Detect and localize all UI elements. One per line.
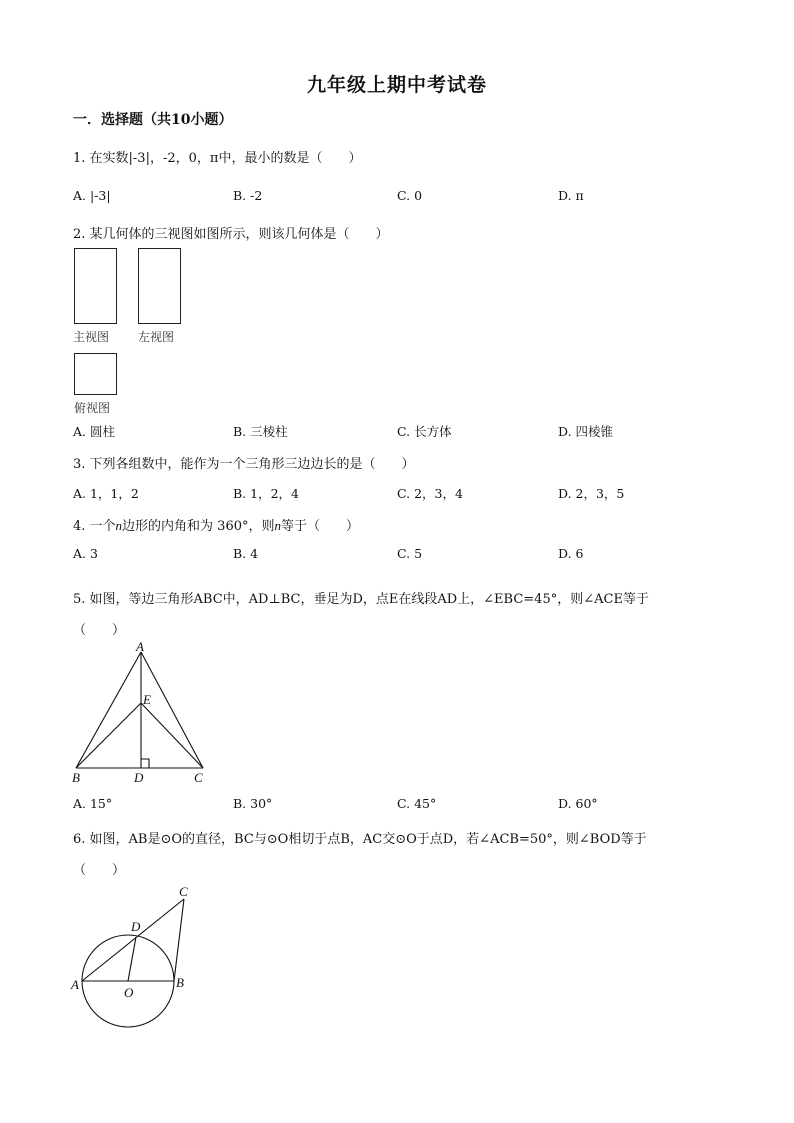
question-1-option-c: C. 0 [397,188,423,203]
label-a: A [71,977,79,992]
side-view-rectangle [138,248,181,324]
question-4-stem-part-1: 4. 一个 [73,519,116,534]
equilateral-triangle-figure [66,642,216,787]
side-ab [76,652,141,768]
question-4-variable-n: n [115,518,123,533]
question-4-option-d: D. 6 [558,546,584,561]
front-view-caption: 主视图 [73,330,110,344]
question-4-stem [73,515,359,534]
label-b: B [176,975,184,990]
question-4-stem-part-2: 边形的内角和为 360°，则 [122,519,275,534]
question-5-option-b: B. 30° [233,796,273,811]
label-d: D [131,919,141,934]
top-view-square [74,353,117,395]
question-4-stem-part-3: 等于（ ） [281,519,360,534]
label-e: E [143,692,151,707]
side-view-caption: 左视图 [138,330,175,344]
page-title: 九年级上期中考试卷 [306,74,487,96]
question-2-option-b: B. 三棱柱 [233,424,288,439]
question-3-stem: 3. 下列各组数中，能作为一个三角形三边边长的是（ ） [73,457,415,472]
question-3-option-d: D. 2，3，5 [558,486,625,501]
question-2-option-a: A. 圆柱 [73,424,115,439]
front-view-rectangle [74,248,117,324]
question-5-option-d: D. 60° [558,796,598,811]
question-3-option-a: A. 1，1，2 [73,486,139,501]
question-1-option-a: A. |-3| [73,188,111,203]
question-2-stem: 2. 某几何体的三视图如图所示，则该几何体是（ ） [73,227,389,242]
question-5-stem-line-2: （ ） [73,623,126,638]
question-4-variable-n-2: n [274,518,281,533]
label-d: D [134,770,144,785]
top-view-caption: 俯视图 [74,401,111,415]
circle-tangent-figure [66,878,206,1033]
tangent-bc [174,899,184,981]
label-c: C [194,770,203,785]
question-1-option-b: B. -2 [233,188,263,203]
label-o: O [124,985,134,1000]
segment-ac [82,899,184,981]
question-5-stem-line-1: 5. 如图，等边三角形ABC中，AD⊥BC，垂足为D，点E在线段AD上，∠EBC=45°，则∠ACE等于 [73,592,649,607]
question-3-option-b: B. 1，2，4 [233,486,299,501]
segment-be [76,703,141,768]
question-6-stem-line-1: 6. 如图，AB是⊙O的直径，BC与⊙O相切于点B，AC交⊙O于点D，若∠ACB=50°，则∠BOD等于 [73,832,647,847]
question-5-option-a: A. 15° [73,796,113,811]
question-4-option-c: C. 5 [397,546,423,561]
right-angle-mark [141,759,149,768]
question-1-stem: 1. 在实数|-3|，-2，0，π中，最小的数是（ ） [73,151,362,166]
question-4-option-a: A. 3 [73,546,98,561]
question-6-stem-line-2: （ ） [73,863,126,878]
question-2-option-d: D. 四棱锥 [558,424,614,439]
question-3-option-c: C. 2，3，4 [397,486,463,501]
section-heading: 一．选择题（共10小题） [73,112,233,128]
label-b: B [72,770,80,785]
question-4-option-b: B. 4 [233,546,259,561]
label-c: C [179,884,188,899]
question-5-option-c: C. 45° [397,796,437,811]
question-1-option-d: D. π [558,188,584,203]
side-ac [141,652,203,768]
question-2-option-c: C. 长方体 [397,424,452,439]
label-a: A [136,642,144,654]
segment-ce [141,703,203,768]
